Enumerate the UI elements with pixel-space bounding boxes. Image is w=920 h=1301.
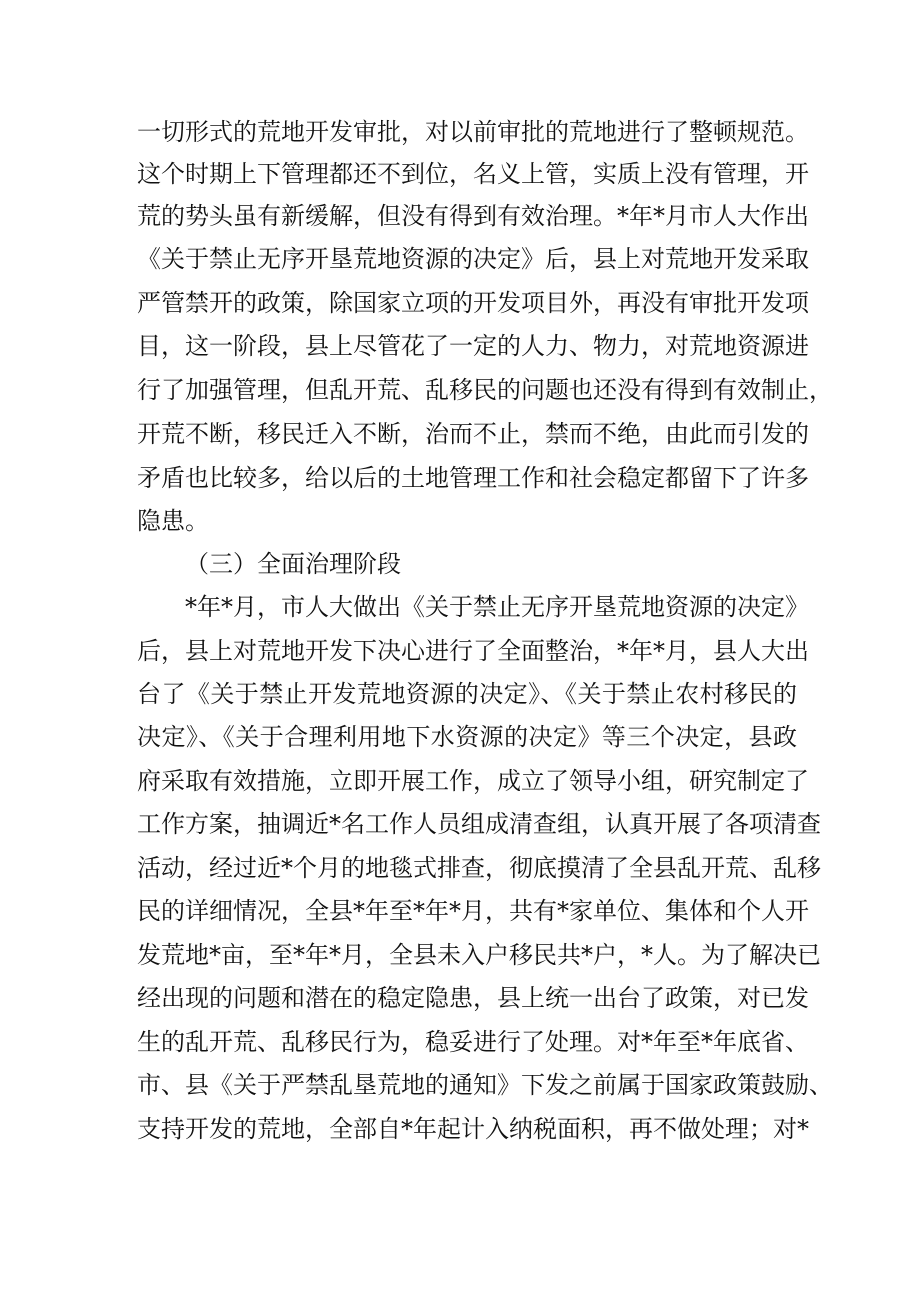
text-line: 发荒地*亩，至*年*月，全县未入户移民共*户，*人。为了解决已 bbox=[137, 941, 821, 969]
text-line: 一切形式的荒地开发审批，对以前审批的荒地进行了整顿规范。 bbox=[137, 118, 809, 146]
text-line: 支持开发的荒地，全部自*年起计入纳税面积，再不做处理；对* bbox=[137, 1115, 809, 1143]
text-line: 台了《关于禁止开发荒地资源的决定》、《关于禁止农村移民的 bbox=[137, 680, 797, 708]
text-line: 矛盾也比较多，给以后的土地管理工作和社会稳定都留下了许多 bbox=[137, 464, 809, 492]
text-line: 《关于禁止无序开垦荒地资源的决定》后，县上对荒地开发采取 bbox=[137, 245, 809, 273]
text-line: 目，这一阶段，县上尽管花了一定的人力、物力，对荒地资源进 bbox=[137, 332, 809, 360]
text-line: 后，县上对荒地开发下决心进行了全面整治，*年*月，县人大出 bbox=[137, 637, 809, 665]
text-line: 荒的势头虽有新缓解，但没有得到有效治理。*年*月市人大作出 bbox=[137, 202, 809, 230]
text-line: 这个时期上下管理都还不到位，名义上管，实质上没有管理，开 bbox=[137, 160, 809, 188]
text-line: 决定》、《关于合理利用地下水资源的决定》等三个决定，县政 bbox=[137, 723, 797, 751]
text-line: 工作方案，抽调近*名工作人员组成清查组，认真开展了各项清查 bbox=[137, 810, 821, 838]
text-line: 行了加强管理，但乱开荒、乱移民的问题也还没有得到有效制止， bbox=[137, 376, 833, 404]
text-line: 活动，经过近*个月的地毯式排查，彻底摸清了全县乱开荒、乱移 bbox=[137, 854, 821, 882]
text-line: 府采取有效措施，立即开展工作，成立了领导小组，研究制定了 bbox=[137, 767, 809, 795]
text-line: 市、县《关于严禁乱垦荒地的通知》下发之前属于国家政策鼓励、 bbox=[137, 1071, 833, 1099]
text-line: 经出现的问题和潜在的稳定隐患，县上统一出台了政策，对已发 bbox=[137, 984, 809, 1012]
text-line: *年*月，市人大做出《关于禁止无序开垦荒地资源的决定》 bbox=[185, 593, 809, 621]
text-line: 开荒不断，移民迁入不断，治而不止，禁而不绝，由此而引发的 bbox=[137, 420, 809, 448]
text-line: 生的乱开荒、乱移民行为，稳妥进行了处理。对*年至*年底省、 bbox=[137, 1028, 809, 1056]
section-heading: （三）全面治理阶段 bbox=[185, 550, 401, 578]
text-line: 严管禁开的政策，除国家立项的开发项目外，再没有审批开发项 bbox=[137, 289, 809, 317]
text-line: 隐患。 bbox=[137, 507, 209, 535]
text-line: 民的详细情况，全县*年至*年*月，共有*家单位、集体和个人开 bbox=[137, 897, 809, 925]
